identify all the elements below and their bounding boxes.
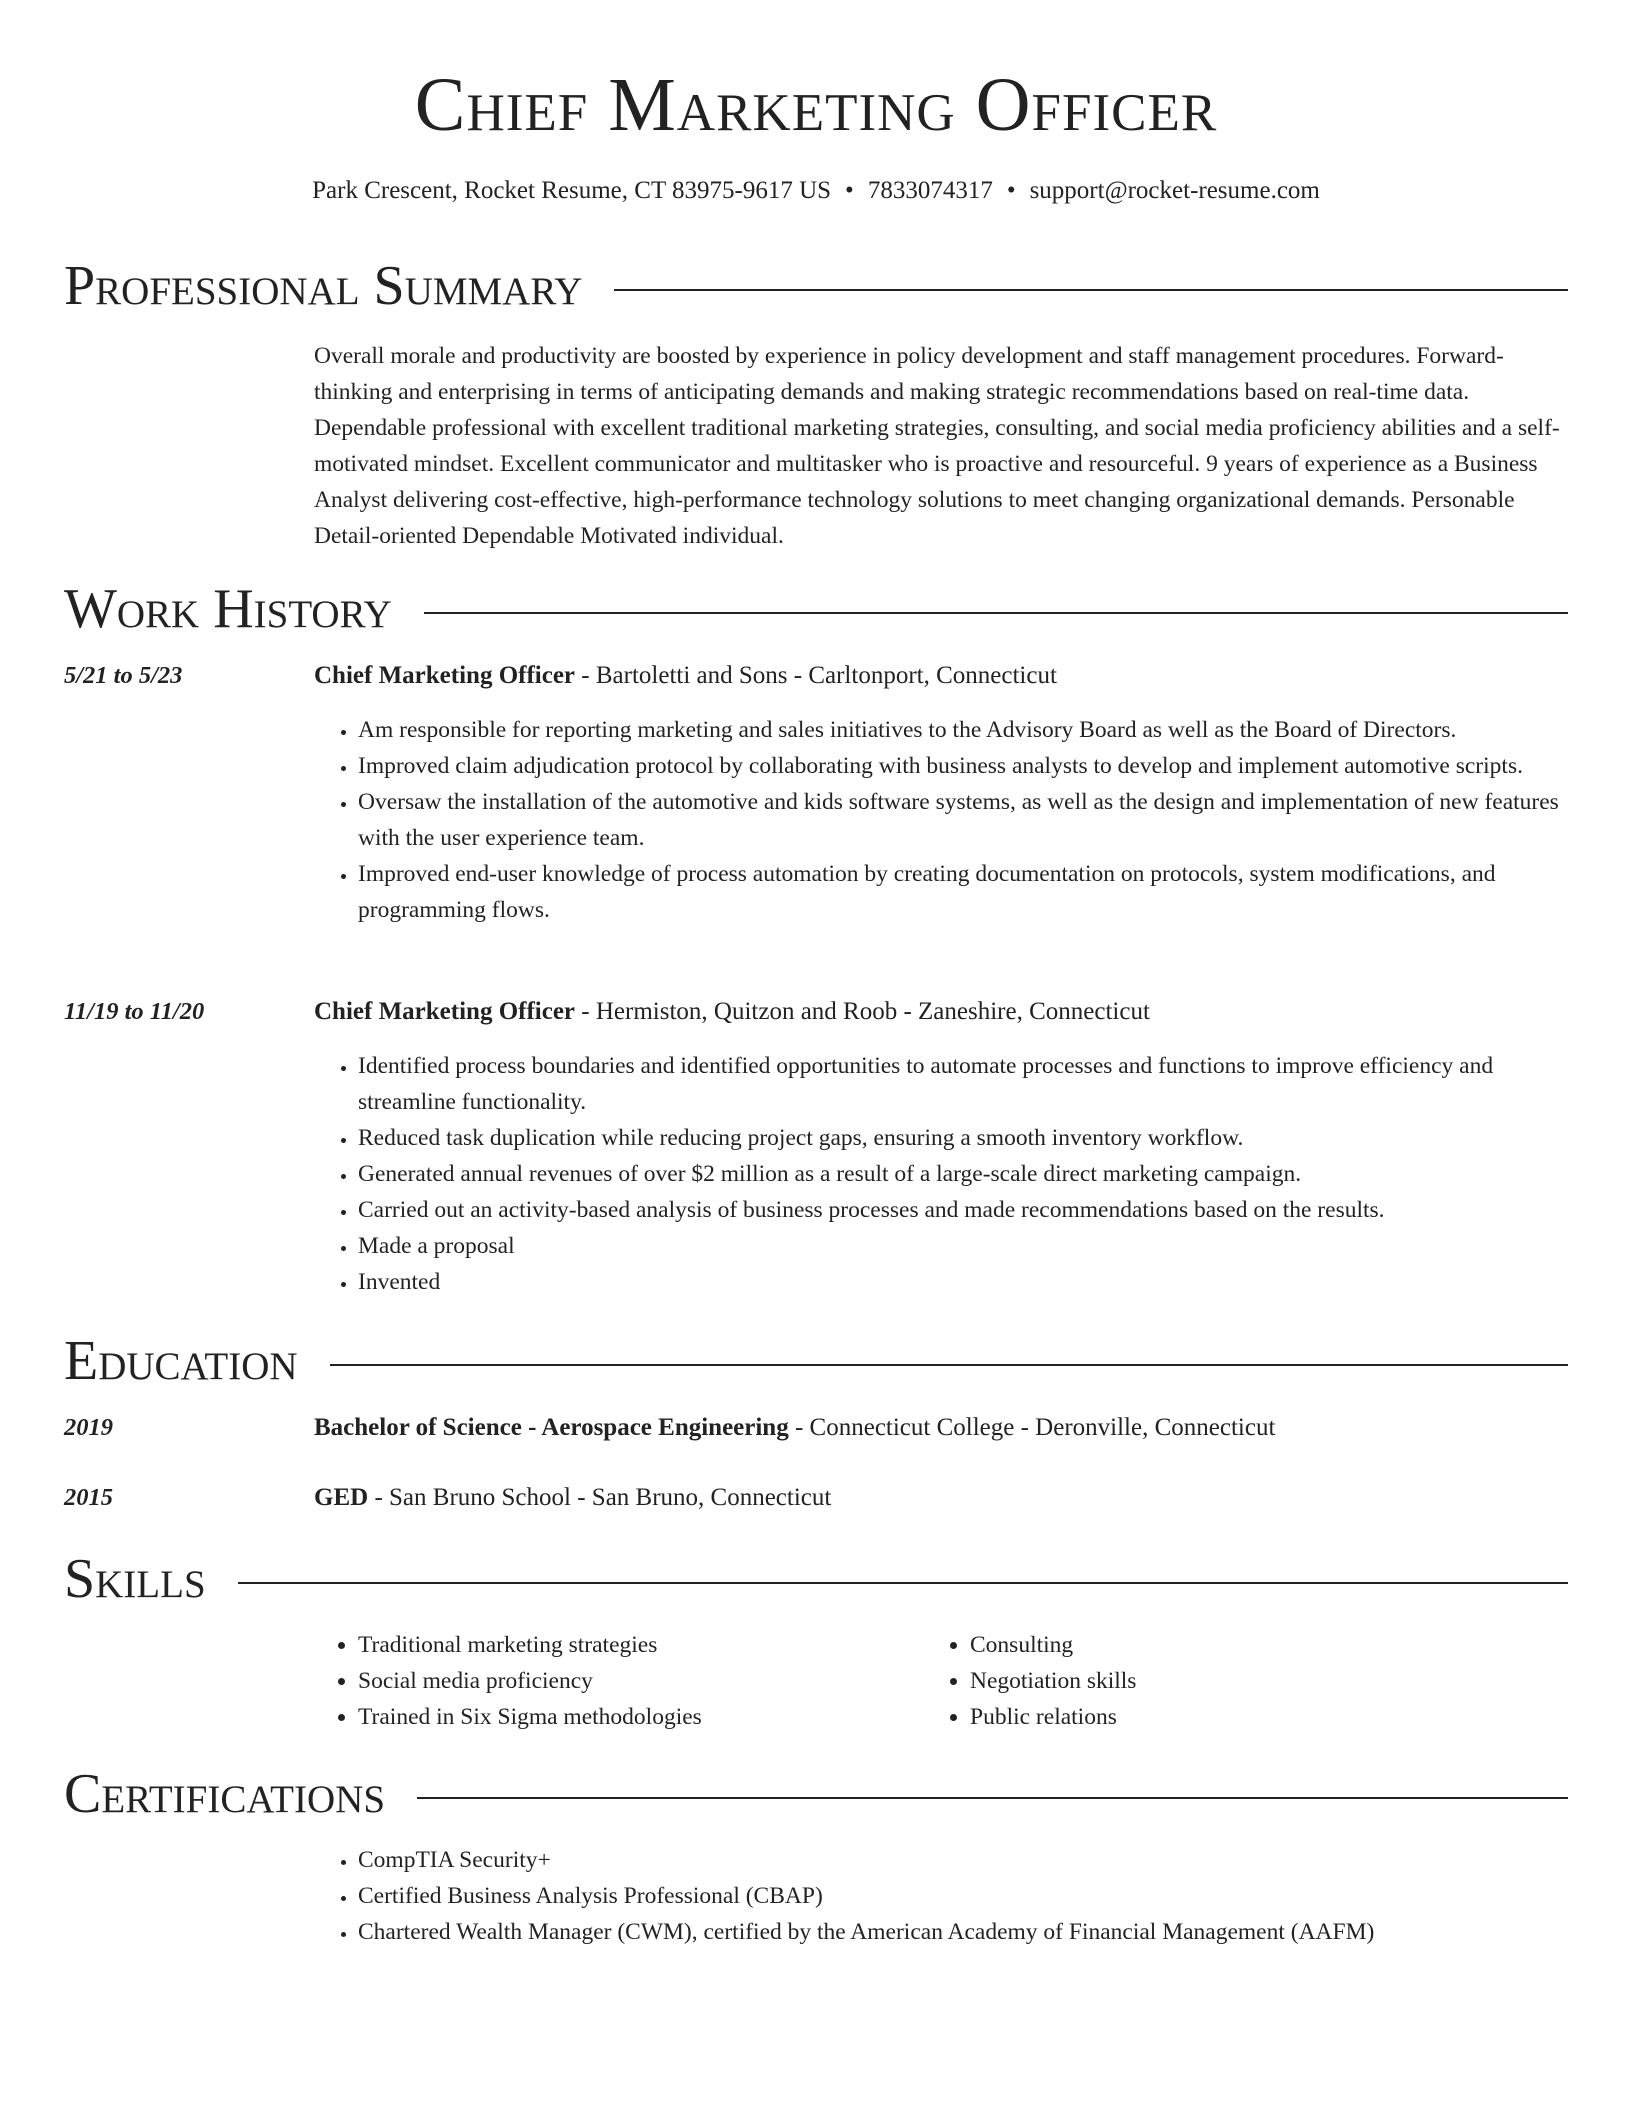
job-bullets [314,1048,1568,1300]
job-dates: 5/21 to 5/23 [64,662,183,689]
section-divider [330,1364,1568,1366]
education-year: 2015 [64,1484,113,1511]
summary-section-header [64,254,1568,318]
contact-email[interactable]: support@rocket-resume.com [1029,177,1320,204]
summary-text: Overall morale and productivity are boosted by experience in policy development and staff management procedures. Forward-thinking and enterprising in terms of anticipating demands and making strategic recommendations based on real-time data. Dependable professional with excellent traditional marketing strategies, consulting, and social media proficiency abilities and a self-motivated mindset. Excellent communicator and multitasker who is proactive and resourceful. 9 years of experience as a Business Analyst delivering cost-effective, high-performance technology solutions to meet changing organizational demands. Personable Detail-oriented Dependable Motivated individual. [314,343,1560,549]
section-divider [417,1797,1568,1799]
job-bullet: • Carried out an activity-based analysis of business processes and made recommendations based on the results. [358,1192,1568,1228]
job-bullets [314,712,1568,928]
job-bullet: • Reduced task duplication while reducing project gaps, ensuring a smooth inventory workflow. [358,1120,1568,1156]
contact-address: Park Crescent, Rocket Resume, CT 83975-9617 US [312,177,832,204]
skill-item: • Traditional marketing strategies [358,1627,958,1663]
education-details: - Connecticut College - Deronville, Connecticut [788,1414,1276,1441]
skill-item: • Negotiation skills [970,1663,1570,1699]
job-role: Chief Marketing Officer [314,998,576,1025]
resume-name: Chief Marketing Officer [414,63,1218,147]
job-bullet: • Identified process boundaries and identified opportunities to automate processes and functions to improve efficiency and streamline functionality. [358,1048,1568,1120]
skills-section-header [64,1547,1568,1611]
job-details: - Bartoletti and Sons - Carltonport, Connecticut [575,662,1057,689]
skill-item: • Consulting [970,1627,1570,1663]
certification-item: • Chartered Wealth Manager (CWM), certified by the American Academy of Financial Management (AAFM) [358,1914,1568,1950]
skill-item: • Social media proficiency [358,1663,958,1699]
education-section-title: Education [64,1330,298,1392]
education-year: 2019 [64,1414,113,1441]
job-bullet: • Generated annual revenues of over $2 million as a result of a large-scale direct marketing campaign. [358,1156,1568,1192]
skill-item: • Public relations [970,1699,1570,1735]
skills-list-right [926,1627,1570,1735]
education-line [314,1481,831,1515]
job-bullet: • Improved end-user knowledge of process automation by creating documentation on protocols, system modifications, and programming flows. [358,856,1568,928]
job-dates: 11/19 to 11/20 [64,998,205,1025]
job-bullet: • Made a proposal [358,1228,1568,1264]
job-details: - Hermiston, Quitzon and Roob - Zaneshire, Connecticut [575,998,1150,1025]
education-line [314,1411,1275,1445]
job-bullet: • Invented [358,1264,1568,1300]
job-bullet: • Oversaw the installation of the automotive and kids software systems, as well as the design and implementation of new features with the user experience team. [358,784,1568,856]
summary-section-title: Professional Summary [64,255,583,317]
job-bullet: • Am responsible for reporting marketing and sales initiatives to the Advisory Board as well as the Board of Directors. [358,712,1568,748]
section-divider [424,612,1568,614]
certifications-list [314,1842,1568,1950]
education-degree: Bachelor of Science - Aerospace Engineering [314,1414,789,1441]
education-details: - San Bruno School - San Bruno, Connecticut [368,1484,832,1511]
education-section-header [64,1329,1568,1393]
certifications-section-title: Certifications [64,1763,386,1825]
contact-line [0,175,1632,207]
job-title-line [314,995,1150,1029]
section-divider [238,1582,1568,1584]
job-title-line [314,659,1057,693]
skills-section-title: Skills [64,1548,206,1610]
skills-list-left [314,1627,958,1735]
contact-separator: • [1006,177,1016,204]
certification-item: • CompTIA Security+ [358,1842,1568,1878]
job-role: Chief Marketing Officer [314,662,576,689]
skill-item: • Trained in Six Sigma methodologies [358,1699,958,1735]
education-degree: GED [314,1484,369,1511]
certifications-section-header [64,1762,1568,1826]
section-divider [614,289,1568,291]
contact-phone: 7833074317 [867,177,993,204]
job-bullet: • Improved claim adjudication protocol by collaborating with business analysts to develop and implement automotive scripts. [358,748,1568,784]
contact-separator: • [845,177,854,204]
certification-item: • Certified Business Analysis Professional (CBAP) [358,1878,1568,1914]
work-section-title: Work History [64,578,392,640]
work-section-header [64,577,1568,641]
